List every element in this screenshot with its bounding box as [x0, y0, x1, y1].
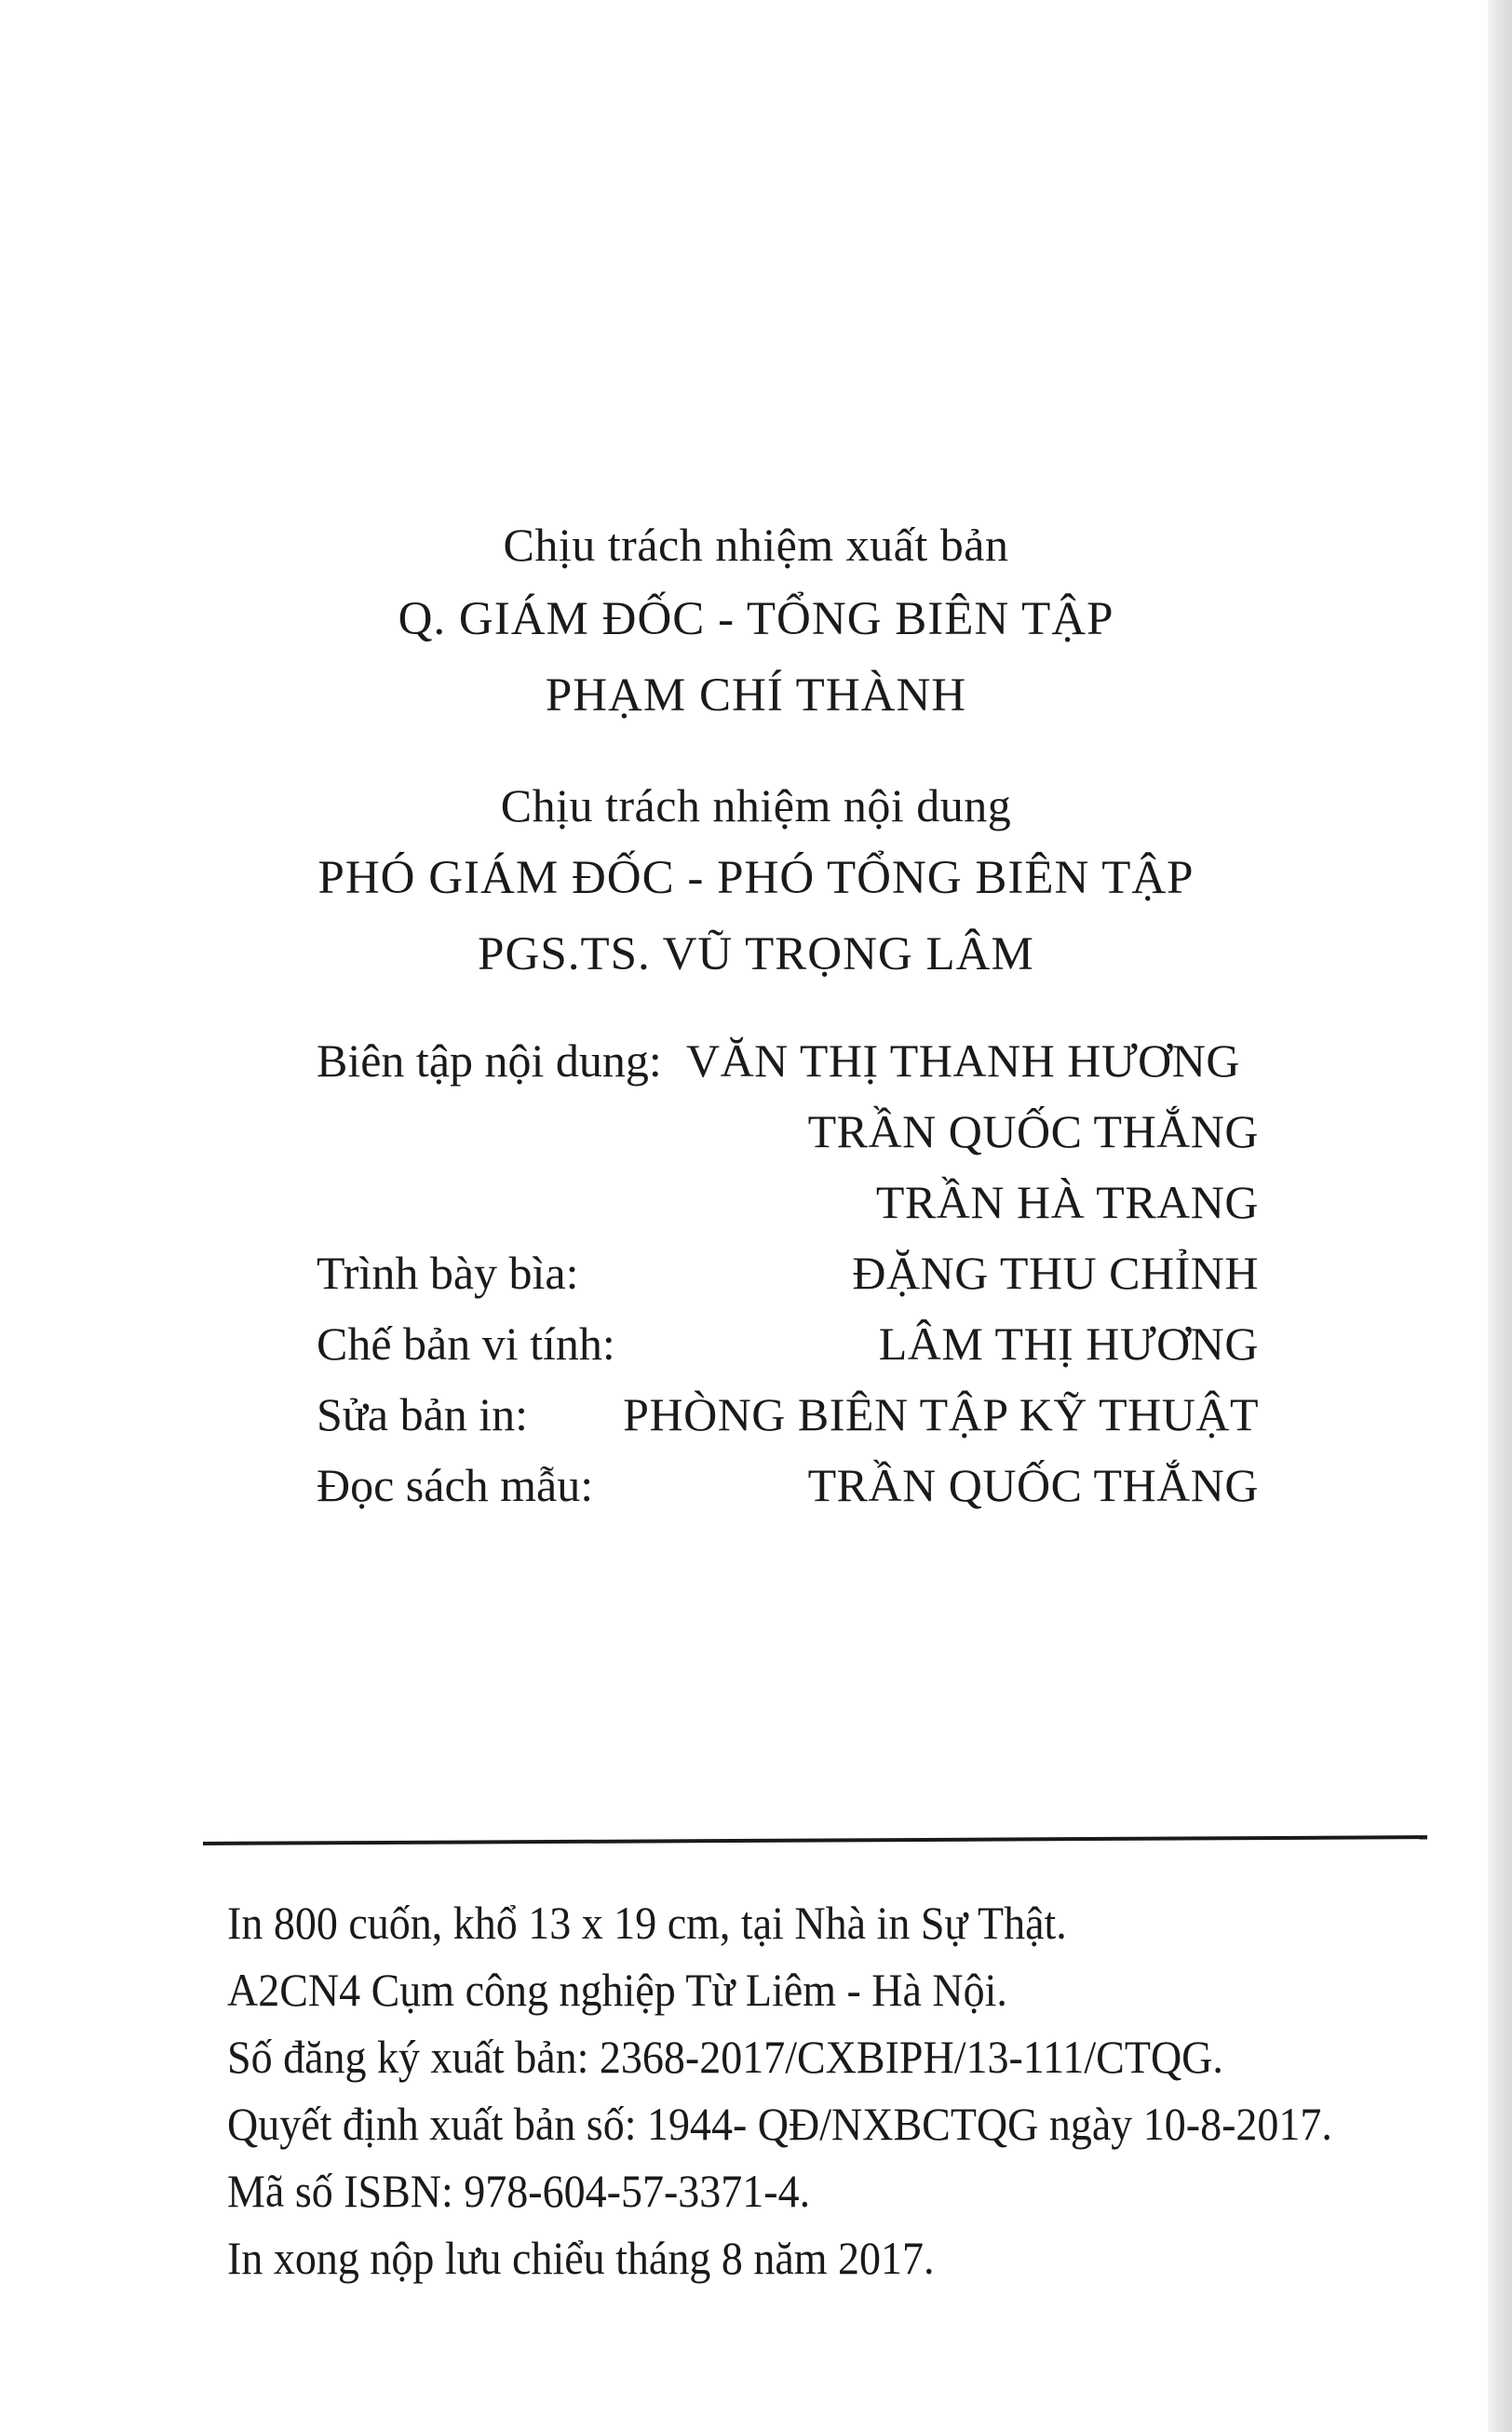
content-responsibility-heading: Chịu trách nhiệm nội dung — [500, 779, 1012, 831]
credit-value: VĂN THỊ THANH HƯƠNG — [685, 1034, 1240, 1087]
divider-rule — [203, 1835, 1427, 1845]
credit-label: Sửa bản in: — [317, 1388, 529, 1440]
credit-label: Biên tập nội dung: — [317, 1034, 662, 1087]
credit-value: PHÒNG BIÊN TẬP KỸ THUẬT — [623, 1388, 1259, 1440]
imprint-line: Mã số ISBN: 978-604-57-3371-4. — [227, 2165, 811, 2217]
publisher-position: Q. GIÁM ĐỐC - TỔNG BIÊN TẬP — [398, 593, 1114, 645]
credit-value: TRẦN QUỐC THẮNG — [807, 1105, 1259, 1157]
imprint-line: In 800 cuốn, khổ 13 x 19 cm, tại Nhà in Sự Thật. — [227, 1897, 1067, 1949]
imprint-line: Quyết định xuất bản số: 1944- QĐ/NXBCTQG ngày 10-8-2017. — [227, 2098, 1332, 2150]
credit-value: LÂM THỊ HƯƠNG — [878, 1317, 1259, 1370]
publisher-name: PHẠM CHÍ THÀNH — [545, 669, 967, 722]
imprint-line: In xong nộp lưu chiểu tháng 8 năm 2017. — [227, 2232, 935, 2284]
credit-value: TRẦN HÀ TRANG — [875, 1176, 1259, 1228]
credit-label: Đọc sách mẫu: — [317, 1459, 594, 1511]
imprint-line: A2CN4 Cụm công nghiệp Từ Liêm - Hà Nội. — [227, 1964, 1007, 2016]
content-name: PGS.TS. VŨ TRỌNG LÂM — [478, 928, 1034, 980]
credit-value: ĐẶNG THU CHỈNH — [852, 1247, 1259, 1299]
publisher-responsibility-heading: Chịu trách nhiệm xuất bản — [503, 519, 1009, 571]
credit-label: Chế bản vi tính: — [317, 1317, 615, 1370]
imprint-line: Số đăng ký xuất bản: 2368-2017/CXBIPH/13-111/CTQG. — [227, 2031, 1223, 2083]
credit-label: Trình bày bìa: — [317, 1247, 579, 1299]
content-position: PHÓ GIÁM ĐỐC - PHÓ TỔNG BIÊN TẬP — [317, 852, 1195, 904]
credit-value: TRẦN QUỐC THẮNG — [807, 1459, 1259, 1511]
page-edge — [1488, 0, 1512, 2432]
